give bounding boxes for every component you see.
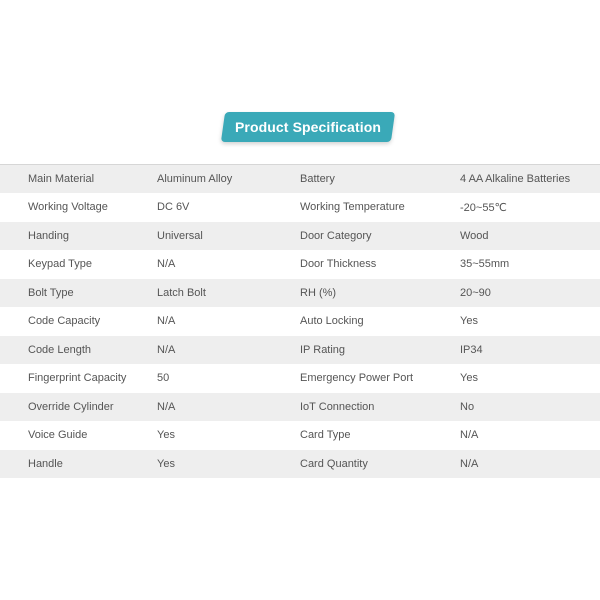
page-title: Product Specification [234, 119, 381, 135]
spec-label: Working Voltage [0, 193, 157, 222]
spec-value: Yes [460, 307, 600, 336]
spec-value: No [460, 393, 600, 422]
spec-value: DC 6V [157, 193, 300, 222]
spec-value: N/A [157, 393, 300, 422]
spec-value: Yes [157, 450, 300, 479]
spec-value: IP34 [460, 336, 600, 365]
spec-label: Fingerprint Capacity [0, 364, 157, 393]
table-row [0, 336, 600, 365]
spec-label: Auto Locking [300, 307, 460, 336]
spec-value: Yes [460, 364, 600, 393]
spec-label: Working Temperature [300, 193, 460, 222]
spec-value: N/A [460, 450, 600, 479]
spec-value: N/A [460, 421, 600, 450]
spec-value: 4 AA Alkaline Batteries [460, 165, 600, 194]
table-row [0, 364, 600, 393]
spec-label: Door Category [300, 222, 460, 251]
spec-label: Handle [0, 450, 157, 479]
table-row [0, 450, 600, 479]
table-row [0, 393, 600, 422]
spec-value: 20~90 [460, 279, 600, 308]
table-row [0, 421, 600, 450]
table-row [0, 193, 600, 222]
spec-label: Emergency Power Port [300, 364, 460, 393]
spec-label: IP Rating [300, 336, 460, 365]
spec-value: N/A [157, 336, 300, 365]
spec-label: Card Type [300, 421, 460, 450]
table-row [0, 222, 600, 251]
spec-value: -20~55℃ [460, 193, 600, 222]
spec-label: Door Thickness [300, 250, 460, 279]
spec-value: Wood [460, 222, 600, 251]
spec-value: Aluminum Alloy [157, 165, 300, 194]
spec-label: IoT Connection [300, 393, 460, 422]
spec-label: Voice Guide [0, 421, 157, 450]
spec-value: N/A [157, 250, 300, 279]
spec-value: Yes [157, 421, 300, 450]
table-row [0, 165, 600, 194]
spec-table-body [0, 165, 600, 479]
spec-value: Latch Bolt [157, 279, 300, 308]
table-row [0, 250, 600, 279]
table-row [0, 279, 600, 308]
spec-value: 50 [157, 364, 300, 393]
table-row [0, 307, 600, 336]
spec-label: Code Capacity [0, 307, 157, 336]
spec-label: Main Material [0, 165, 157, 194]
spec-value: 35~55mm [460, 250, 600, 279]
spec-label: Bolt Type [0, 279, 157, 308]
spec-value: Universal [157, 222, 300, 251]
spec-label: Override Cylinder [0, 393, 157, 422]
spec-label: Card Quantity [300, 450, 460, 479]
spec-label: Code Length [0, 336, 157, 365]
spec-label: Battery [300, 165, 460, 194]
spec-label: Handing [0, 222, 157, 251]
spec-label: RH (%) [300, 279, 460, 308]
spec-value: N/A [157, 307, 300, 336]
spec-table [0, 164, 600, 479]
spec-label: Keypad Type [0, 250, 157, 279]
